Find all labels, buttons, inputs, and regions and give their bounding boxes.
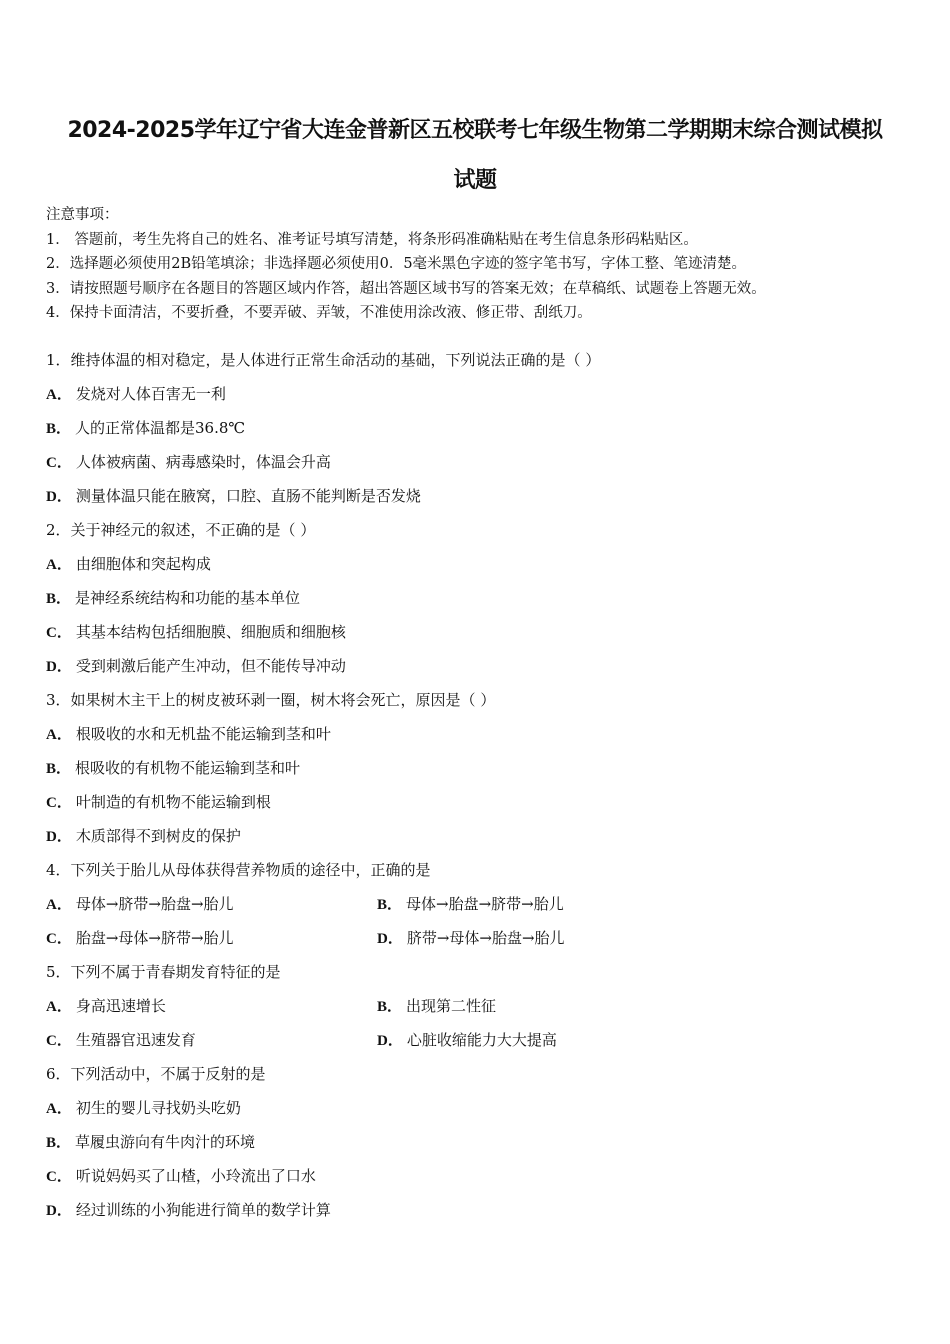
page-title-line-1: 2024-2025学年辽宁省大连金普新区五校联考七年级生物第二学期期末综合测试模拟 (67, 118, 883, 143)
option-text: 叶制造的有机物不能运输到根 (75, 793, 271, 811)
question-stem: 4．下列关于胎儿从母体获得营养物质的途径中，正确的是 (46, 861, 431, 879)
option-label: D． (46, 1203, 72, 1219)
question-option (46, 414, 906, 448)
question-option (46, 448, 906, 482)
option-label: A． (46, 557, 72, 573)
option-text: 草履虫游向有牛肉汁的环境 (75, 1133, 256, 1151)
option-text: 脐带→母体→胎盘→胎儿 (406, 929, 565, 947)
option-text: 根吸收的水和无机盐不能运输到茎和叶 (75, 725, 331, 743)
notes-heading: 注意事项： (46, 207, 119, 223)
option-text: 测量体温只能在腋窝，口腔、直肠不能判断是否发烧 (75, 487, 421, 505)
option-label: C． (46, 931, 72, 947)
question-stem: 3．如果树木主干上的树皮被环剥一圈，树木将会死亡，原因是（ ） (46, 691, 496, 709)
question-option-row (46, 924, 906, 958)
question-option-row (46, 890, 906, 924)
question-option (377, 1026, 708, 1060)
question-option (46, 380, 906, 414)
option-text: 人体被病菌、病毒感染时，体温会升高 (75, 453, 331, 471)
option-text: 人的正常体温都是36.8℃ (75, 419, 246, 437)
question-stem: 2．关于神经元的叙述，不正确的是（ ） (46, 521, 316, 539)
question-option (46, 1026, 377, 1060)
option-text: 由细胞体和突起构成 (75, 555, 211, 573)
option-text: 根吸收的有机物不能运输到茎和叶 (75, 759, 301, 777)
question-option (46, 618, 906, 652)
option-text: 听说妈妈买了山楂，小玲流出了口水 (75, 1167, 316, 1185)
option-label: B． (377, 897, 403, 913)
question-option (377, 890, 708, 924)
question-stem: 6．下列活动中，不属于反射的是 (46, 1065, 266, 1083)
question-stem: 1．维持体温的相对稳定，是人体进行正常生命活动的基础，下列说法正确的是（ ） (46, 351, 601, 369)
option-label: A． (46, 897, 72, 913)
question-option (46, 1196, 906, 1230)
option-text: 胎盘→母体→脐带→胎儿 (75, 929, 234, 947)
option-label: B． (377, 999, 403, 1015)
page-title-line-2: 试题 (453, 168, 497, 193)
question-option (46, 754, 906, 788)
option-text: 生殖器官迅速发育 (75, 1031, 196, 1049)
question-option (46, 822, 906, 856)
question-option-row (46, 1026, 906, 1060)
question-option (377, 992, 708, 1026)
option-text: 母体→脐带→胎盘→胎儿 (75, 895, 234, 913)
question-option (46, 788, 906, 822)
question-option (46, 652, 906, 686)
question-option-row (46, 992, 906, 1026)
option-label: B． (46, 421, 72, 437)
option-label: C． (46, 1169, 72, 1185)
note-item: 1． 答题前，考生先将自己的姓名、准考证号填写清楚，将条形码准确粘贴在考生信息条形码粘贴区。 (46, 231, 698, 248)
option-text: 发烧对人体百害无一利 (75, 385, 226, 403)
question-option (46, 1162, 906, 1196)
option-label: C． (46, 625, 72, 641)
option-text: 木质部得不到树皮的保护 (75, 827, 241, 845)
option-text: 其基本结构包括细胞膜、细胞质和细胞核 (75, 623, 346, 641)
option-label: B． (46, 1135, 72, 1151)
option-text: 经过训练的小狗能进行简单的数学计算 (75, 1201, 331, 1219)
question-option (46, 1128, 906, 1162)
option-label: C． (46, 455, 72, 471)
option-text: 母体→胎盘→脐带→胎儿 (406, 895, 564, 913)
option-label: A． (46, 999, 72, 1015)
question-option (46, 720, 906, 754)
question-option (46, 1094, 906, 1128)
option-label: A． (46, 387, 72, 403)
option-label: D． (46, 829, 72, 845)
option-text: 是神经系统结构和功能的基本单位 (75, 589, 301, 607)
option-text: 初生的婴儿寻找奶头吃奶 (75, 1099, 241, 1117)
option-text: 身高迅速增长 (75, 997, 166, 1015)
notes-section (46, 203, 766, 326)
option-text: 出现第二性征 (406, 997, 497, 1015)
option-label: D． (46, 659, 72, 675)
question-option (46, 890, 377, 924)
option-label: B． (46, 591, 72, 607)
option-label: C． (46, 795, 72, 811)
question-option (46, 992, 377, 1026)
option-label: D． (377, 931, 403, 947)
option-label: A． (46, 1101, 72, 1117)
option-label: A． (46, 727, 72, 743)
question-option (46, 550, 906, 584)
question-option (377, 924, 708, 958)
option-label: B． (46, 761, 72, 777)
question-option (46, 482, 906, 516)
note-item: 3．请按照题号顺序在各题目的答题区域内作答，超出答题区域书写的答案无效；在草稿纸、试题卷上答题无效。 (46, 280, 766, 297)
question-option (46, 584, 906, 618)
question-stem: 5．下列不属于青春期发育特征的是 (46, 963, 281, 981)
option-text: 心脏收缩能力大大提高 (406, 1031, 557, 1049)
note-item: 2．选择题必须使用2B铅笔填涂；非选择题必须使用0．5毫米黑色字迹的签字笔书写，字体工整、笔迹清楚。 (46, 256, 747, 273)
option-text: 受到刺激后能产生冲动，但不能传导冲动 (75, 657, 346, 675)
note-item: 4．保持卡面清洁，不要折叠，不要弄破、弄皱，不准使用涂改液、修正带、刮纸刀。 (46, 305, 592, 322)
option-label: C． (46, 1033, 72, 1049)
option-label: D． (377, 1033, 403, 1049)
option-label: D． (46, 489, 72, 505)
question-option (46, 924, 377, 958)
questions-section (46, 346, 906, 1230)
